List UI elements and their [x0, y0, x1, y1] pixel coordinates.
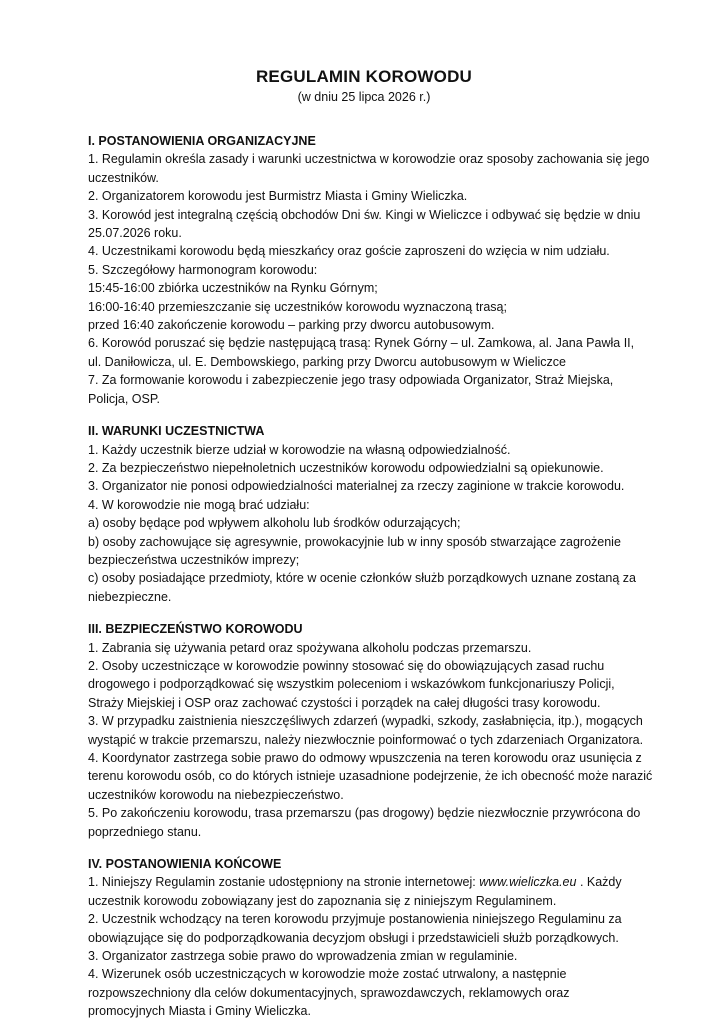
paragraph-line: 15:45-16:00 zbiórka uczestników na Rynku Górnym; [88, 281, 378, 296]
section-heading: I. POSTANOWIENIA ORGANIZACYJNE [88, 134, 316, 148]
document-title: REGULAMIN KOROWODU [255, 67, 473, 86]
text-span: . Każdy [576, 875, 622, 890]
paragraph-line: uczestników. [88, 170, 159, 185]
paragraph-line: 4. W korowodzie nie mogą brać udziału: [88, 497, 310, 512]
paragraph-line: a) osoby będące pod wpływem alkoholu lub środków odurzających; [88, 516, 461, 531]
section-heading: IV. POSTANOWIENIA KOŃCOWE [88, 857, 282, 872]
paragraph-line: 4. Uczestnikami korowodu będą mieszkańcy oraz goście zaproszeni do wzięcia w nim udziału. [88, 244, 610, 259]
paragraph-line: Policja, OSP. [88, 391, 161, 406]
paragraph-line: 3. Organizator zastrzega sobie prawo do wprowadzenia zmian w regulaminie. [88, 949, 518, 964]
text-span: 1. Niniejszy Regulamin zostanie udostępniony na stronie internetowej: [88, 875, 480, 890]
paragraph-line: obowiązujące się do podporządkowania decyzjom obsługi i przedstawicieli służb porządkowych. [88, 930, 619, 945]
website-link[interactable]: www.wieliczka.eu [479, 875, 577, 890]
document-subtitle: (w dniu 25 lipca 2026 r.) [297, 90, 431, 104]
paragraph-line: rozpowszechniony dla celów dokumentacyjnych, sprawozdawczych, reklamowych oraz [88, 985, 570, 1000]
paragraph-line: drogowego i podporządkować się wszystkim poleceniom i wskazówkom funkcjonariuszy Policji, [88, 677, 615, 692]
paragraph-line: 2. Osoby uczestniczące w korowodzie powinny stosować się do obowiązujących zasad ruchu [88, 658, 605, 673]
paragraph-line: niebezpieczne. [88, 589, 172, 604]
paragraph-line: 3. Organizator nie ponosi odpowiedzialności materialnej za rzeczy zaginione w trakcie korowodu. [88, 479, 625, 494]
paragraph-line: 2. Organizatorem korowodu jest Burmistrz Miasta i Gminy Wieliczka. [88, 189, 468, 204]
section-organizational [88, 132, 650, 408]
paragraph-line: 3. Korowód jest integralną częścią obchodów Dni św. Kingi w Wieliczce i odbywać się będzie w dniu [88, 207, 641, 222]
paragraph-line: 4. Wizerunek osób uczestniczących w korowodzie może zostać utrwalony, a następnie [88, 967, 567, 982]
section-heading: II. WARUNKI UCZESTNICTWA [88, 424, 265, 439]
paragraph-line: Straży Miejskiej i OSP oraz zachować czystości i porządek na całej długości trasy korowodu. [88, 695, 601, 710]
paragraph-line: uczestników korowodu na niebezpieczeństwo. [88, 787, 344, 802]
paragraph-line: c) osoby posiadające przedmioty, które w ocenie członków służb porządkowych uznane zostaną za [88, 571, 636, 586]
paragraph-line: terenu korowodu osób, co do których istnieje uzasadnione podejrzenie, że ich obecność może narazić [88, 769, 653, 784]
paragraph-line: ul. Daniłowicza, ul. E. Dembowskiego, parking przy Dworcu autobusowym w Wieliczce [88, 354, 566, 369]
paragraph-line: 1. Zabrania się używania petard oraz spożywana alkoholu podczas przemarszu. [88, 640, 532, 655]
paragraph-line: przed 16:40 zakończenie korowodu – parking przy dworcu autobusowym. [88, 318, 495, 333]
paragraph-line: wystąpić w trakcie przemarszu, należy niezwłocznie poinformować o tych zdarzeniach Organizatora. [88, 732, 644, 747]
paragraph-line: 1. Regulamin określa zasady i warunki uczestnictwa w korowodzie oraz sposoby zachowania się jego [88, 152, 650, 167]
paragraph-line: b) osoby zachowujące się agresywnie, prowokacyjnie lub w inny sposób stwarzające zagrożenie [88, 534, 621, 549]
paragraph-line: 4. Koordynator zastrzega sobie prawo do odmowy wpuszczenia na teren korowodu oraz usunięcia z [88, 751, 642, 765]
paragraph-line: promocyjnych Miasta i Gminy Wieliczka. [88, 1004, 311, 1019]
section-heading: III. BEZPIECZEŃSTWO KOROWODU [88, 622, 303, 637]
paragraph-line: 6. Korowód poruszać się będzie następującą trasą: Rynek Górny – ul. Zamkowa, al. Jana Pawła II, [88, 336, 635, 351]
paragraph-line: 2. Za bezpieczeństwo niepełnoletnich uczestników korowodu odpowiedzialni są opiekunowie. [88, 460, 604, 475]
paragraph-line: 2. Uczestnik wchodzący na teren korowodu przyjmuje postanowienia niniejszego Regulaminu za [88, 912, 622, 927]
section-final-provisions [88, 855, 640, 1021]
paragraph-line: 7. Za formowanie korowodu i zabezpieczenie jego trasy odpowiada Organizator, Straż Miejska, [88, 373, 614, 388]
paragraph-line: 5. Szczegółowy harmonogram korowodu: [88, 262, 318, 277]
paragraph-line: 25.07.2026 roku. [88, 226, 182, 241]
paragraph-line: 1. Każdy uczestnik bierze udział w korowodzie na własną odpowiedzialność. [88, 442, 511, 457]
section-participation [88, 422, 640, 606]
paragraph-line: 5. Po zakończeniu korowodu, trasa przemarszu (pas drogowy) będzie niezwłocznie przywrócona do [88, 806, 641, 821]
paragraph-line: uczestnik korowodu zobowiązany jest do zapoznania się z niniejszym Regulaminem. [88, 893, 557, 908]
section-safety [88, 620, 653, 841]
paragraph-line [88, 873, 640, 891]
paragraph-line: poprzedniego stanu. [88, 824, 202, 839]
paragraph-line: 16:00-16:40 przemieszczanie się uczestników korowodu wyznaczoną trasą; [88, 299, 507, 314]
paragraph-line: bezpieczeństwa uczestników imprezy; [88, 552, 300, 567]
paragraph-line: 3. W przypadku zaistnienia nieszczęśliwych zdarzeń (wypadki, szkody, zasłabnięcia, itp.), mogących [88, 714, 643, 729]
